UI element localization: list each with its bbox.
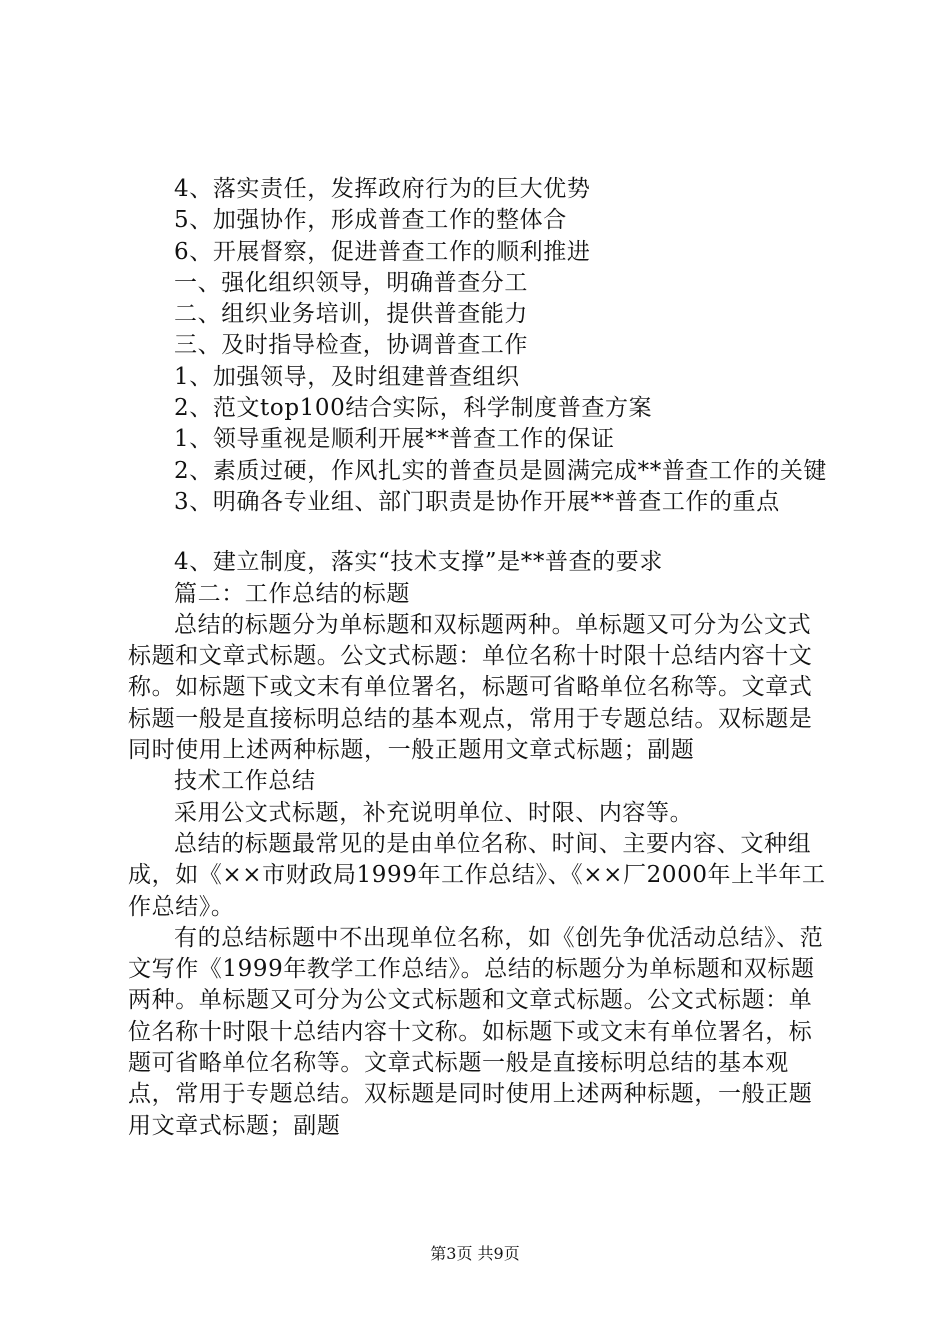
page-number-footer: 第3页 共9页: [430, 1244, 520, 1263]
paragraph: 1、加强领导，及时组建普查组织: [174, 363, 520, 390]
paragraph: 二、组织业务培训，提供普查能力: [174, 301, 528, 328]
paragraph: 技术工作总结: [174, 768, 316, 795]
paragraph: 2、素质过硬，作风扎实的普查员是圆满完成**普查工作的关键: [174, 457, 828, 484]
paragraph: 总结的标题最常见的是由单位名称、时间、主要内容、文种组成，如《××市财政局1999年工作总结》、《××厂2000年上半年工作总结》。: [128, 830, 826, 920]
paragraph: 三、及时指导检查，协调普查工作: [174, 332, 528, 359]
paragraph: 1、领导重视是顺利开展**普查工作的保证: [174, 426, 615, 453]
document-body: [128, 174, 832, 1142]
blank-line: [128, 518, 832, 547]
paragraph: 4、落实责任，发挥政府行为的巨大优势: [174, 176, 591, 202]
paragraph: 采用公文式标题，补充说明单位、时限、内容等。: [174, 799, 694, 826]
paragraph: 3、明确各专业组、部门职责是协作开展**普查工作的重点: [174, 488, 780, 515]
paragraph: 2、范文top100结合实际，科学制度普查方案: [174, 395, 653, 422]
paragraph: 6、开展督察，促进普查工作的顺利推进: [174, 238, 591, 265]
paragraph: 有的总结标题中不出现单位名称，如《创先争优活动总结》、范文写作《1999年教学工作总结》。总结的标题分为单标题和双标题两种。单标题又可分为公文式标题和文章式标题。公文式标题：单位名称十时限十总结内容十文称。如标题下或文末有单位署名，标题可省略单位名称等。文章式标题一般是直接标明总结的基本观点，常用于专题总结。双标题是同时使用上述两种标题，一般正题用文章式标题；副题: [128, 924, 824, 1139]
paragraph: 一、强化组织领导，明确普查分工: [174, 269, 528, 296]
section-heading: 篇二：工作总结的标题: [174, 580, 410, 607]
paragraph: 5、加强协作，形成普查工作的整体合: [174, 207, 567, 234]
paragraph: 4、建立制度，落实“技术支撑”是**普查的要求: [174, 549, 663, 576]
paragraph: 总结的标题分为单标题和双标题两种。单标题又可分为公文式标题和文章式标题。公文式标题：单位名称十时限十总结内容十文称。如标题下或文末有单位署名，标题可省略单位名称等。文章式标题一般是直接标明总结的基本观点，常用于专题总结。双标题是同时使用上述两种标题，一般正题用文章式标题；副题: [128, 611, 813, 764]
